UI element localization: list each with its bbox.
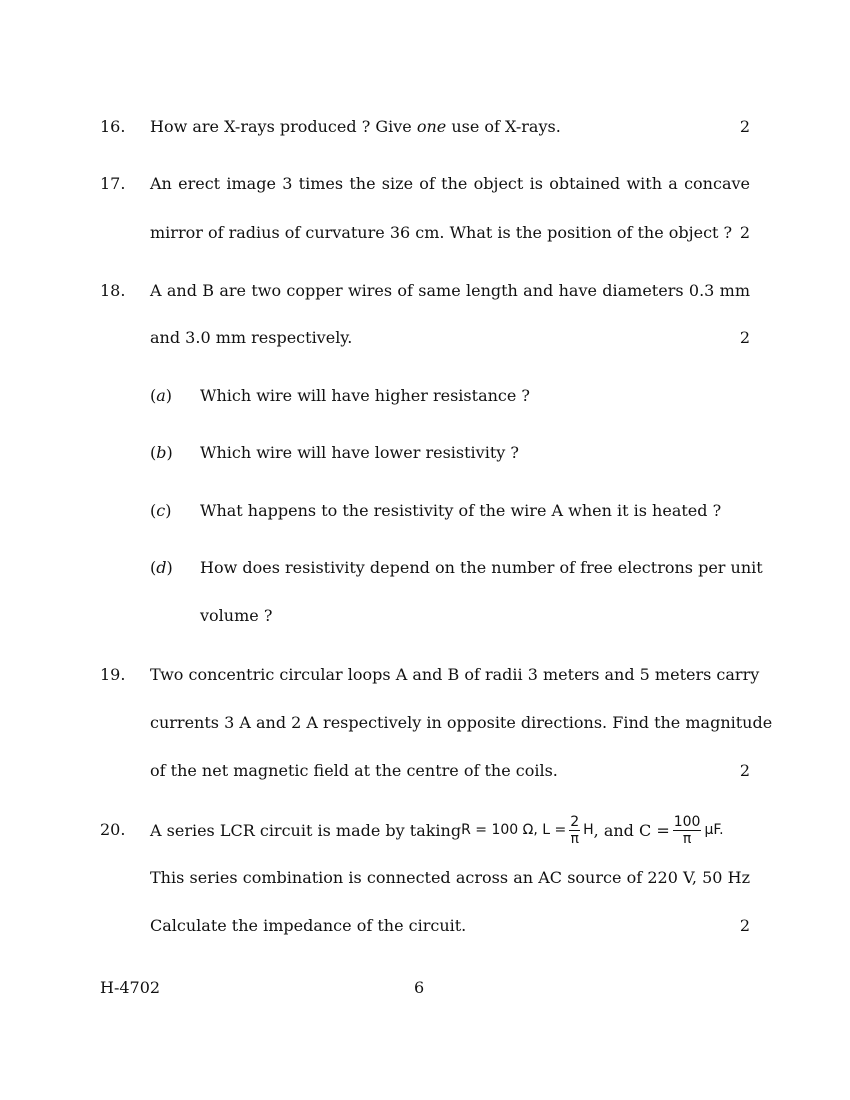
question-text-line-formula: A series LCR circuit is made by taking R = 100 Ω, L = $\frac{2}{\pi}$ H , and C = $\frac{100}{\pi}$ μF. <box>150 813 724 847</box>
question-text-line: of the net magnetic field at the centre of the coils. <box>150 761 558 780</box>
question-text-line: currents 3 A and 2 A respectively in opposite directions. Find the magnitude <box>150 713 773 732</box>
capacitance-fraction: $\frac{100}{\pi}$ <box>673 813 701 847</box>
marks: 2 <box>739 223 750 242</box>
question-number: 16. <box>100 117 126 136</box>
page-number: 6 <box>414 978 425 997</box>
question-number: 18. <box>100 281 126 300</box>
question-text-line: mirror of radius of curvature 36 cm. What is the position of the object ? <box>150 223 733 242</box>
question-text-line: Two concentric circular loops A and B of radii 3 meters and 5 meters carry <box>150 665 760 684</box>
question-text-line: A and B are two copper wires of same length and have diameters 0.3 mm <box>150 281 750 300</box>
resistance-expression: R = 100 Ω, L = <box>461 822 567 838</box>
subpart-text-b: Which wire will have lower resistivity ? <box>200 443 519 462</box>
marks: 2 <box>739 916 750 935</box>
subpart-text-c: What happens to the resistivity of the wire A when it is heated ? <box>200 501 722 520</box>
marks: 2 <box>739 761 750 780</box>
subpart-label-d: (d) <box>150 558 173 577</box>
subpart-text-d: How does resistivity depend on the number of free electrons per unit <box>200 558 763 577</box>
marks: 2 <box>739 328 750 347</box>
question-text-line: and 3.0 mm respectively. <box>150 328 353 347</box>
question-text-line: Calculate the impedance of the circuit. <box>150 916 467 935</box>
marks: 2 <box>739 117 750 136</box>
question-number: 20. <box>100 820 126 839</box>
question-number: 19. <box>100 665 126 684</box>
question-number: 17. <box>100 174 126 193</box>
question-text: How are X-rays produced ? Give one use of X-rays. <box>150 117 561 136</box>
question-text-line: An erect image 3 times the size of the object is obtained with a concave <box>150 174 750 193</box>
subpart-label-a: (a) <box>150 386 173 405</box>
inductance-fraction: $\frac{2}{\pi}$ <box>570 813 580 847</box>
subpart-label-c: (c) <box>150 501 172 520</box>
subpart-text-d-cont: volume ? <box>200 606 273 625</box>
paper-code: H-4702 <box>100 978 161 997</box>
question-text-line: This series combination is connected across an AC source of 220 V, 50 Hz <box>150 868 750 887</box>
subpart-label-b: (b) <box>150 443 173 462</box>
subpart-text-a: Which wire will have higher resistance ? <box>200 386 530 405</box>
